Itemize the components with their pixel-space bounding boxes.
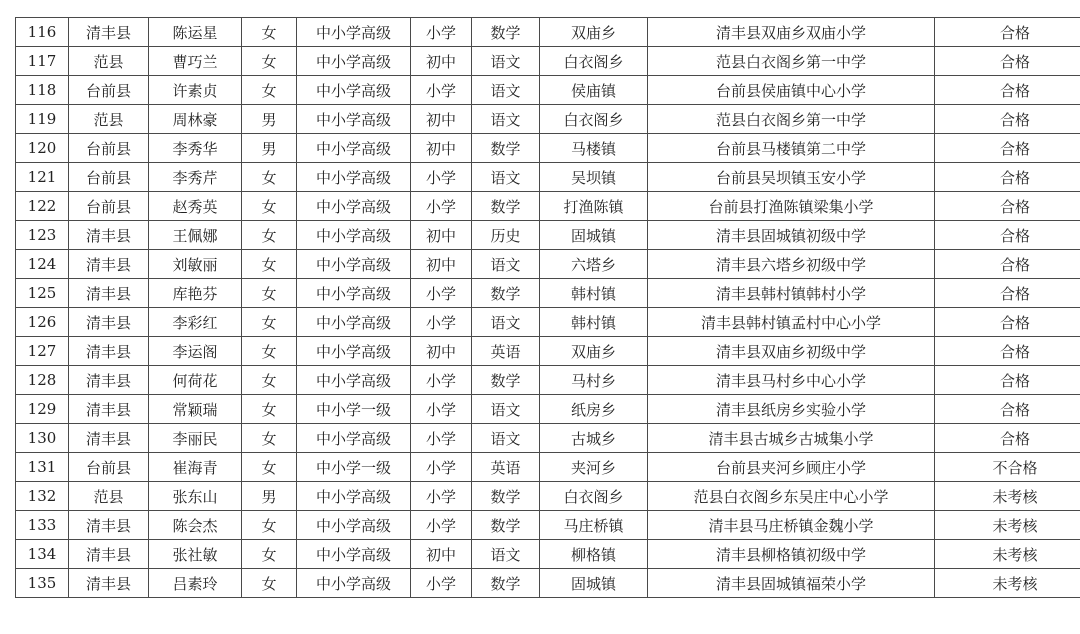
table-row (16, 105, 1080, 134)
school-cell: 清丰县韩村镇韩村小学 (648, 279, 935, 308)
name-cell: 库艳芬 (149, 279, 242, 308)
result-cell: 合格 (935, 163, 1080, 192)
county-cell: 清丰县 (69, 424, 149, 453)
title-cell: 中小学高级 (297, 105, 411, 134)
school-level-cell: 小学 (411, 511, 472, 540)
township-cell: 吴坝镇 (540, 163, 648, 192)
school-cell: 清丰县马村乡中心小学 (648, 366, 935, 395)
table-row (16, 192, 1080, 221)
county-cell: 台前县 (69, 163, 149, 192)
school-level-cell: 小学 (411, 424, 472, 453)
title-cell: 中小学高级 (297, 76, 411, 105)
township-cell: 马村乡 (540, 366, 648, 395)
gender-cell: 女 (242, 569, 297, 598)
table-row (16, 134, 1080, 163)
county-cell: 清丰县 (69, 569, 149, 598)
title-cell: 中小学高级 (297, 424, 411, 453)
name-cell: 吕素玲 (149, 569, 242, 598)
school-level-cell: 小学 (411, 482, 472, 511)
result-cell: 合格 (935, 337, 1080, 366)
name-cell: 李彩红 (149, 308, 242, 337)
school-level-cell: 小学 (411, 308, 472, 337)
county-cell: 台前县 (69, 76, 149, 105)
table-row (16, 76, 1080, 105)
county-cell: 清丰县 (69, 221, 149, 250)
table-row (16, 221, 1080, 250)
township-cell: 六塔乡 (540, 250, 648, 279)
subject-cell: 语文 (472, 250, 540, 279)
county-cell: 范县 (69, 105, 149, 134)
title-cell: 中小学高级 (297, 163, 411, 192)
table-row (16, 453, 1080, 482)
subject-cell: 数学 (472, 366, 540, 395)
township-cell: 白衣阁乡 (540, 47, 648, 76)
row-number-cell: 131 (16, 453, 69, 482)
table-row (16, 366, 1080, 395)
title-cell: 中小学高级 (297, 337, 411, 366)
table-row (16, 569, 1080, 598)
school-level-cell: 小学 (411, 569, 472, 598)
table-row (16, 482, 1080, 511)
row-number-cell: 120 (16, 134, 69, 163)
name-cell: 李丽民 (149, 424, 242, 453)
school-cell: 台前县打渔陈镇梁集小学 (648, 192, 935, 221)
township-cell: 打渔陈镇 (540, 192, 648, 221)
result-cell: 未考核 (935, 569, 1080, 598)
school-cell: 台前县夹河乡顾庄小学 (648, 453, 935, 482)
gender-cell: 女 (242, 47, 297, 76)
school-cell: 清丰县韩村镇孟村中心小学 (648, 308, 935, 337)
table-row (16, 47, 1080, 76)
gender-cell: 女 (242, 76, 297, 105)
township-cell: 柳格镇 (540, 540, 648, 569)
township-cell: 固城镇 (540, 569, 648, 598)
school-level-cell: 初中 (411, 540, 472, 569)
school-level-cell: 小学 (411, 192, 472, 221)
name-cell: 张社敏 (149, 540, 242, 569)
name-cell: 崔海青 (149, 453, 242, 482)
subject-cell: 数学 (472, 279, 540, 308)
county-cell: 台前县 (69, 192, 149, 221)
gender-cell: 女 (242, 221, 297, 250)
table-row (16, 250, 1080, 279)
township-cell: 韩村镇 (540, 279, 648, 308)
table-row (16, 540, 1080, 569)
table-row (16, 163, 1080, 192)
result-cell: 合格 (935, 424, 1080, 453)
table-row (16, 511, 1080, 540)
school-level-cell: 初中 (411, 250, 472, 279)
county-cell: 台前县 (69, 453, 149, 482)
subject-cell: 数学 (472, 569, 540, 598)
result-cell: 合格 (935, 18, 1080, 47)
subject-cell: 历史 (472, 221, 540, 250)
row-number-cell: 122 (16, 192, 69, 221)
school-cell: 清丰县古城乡古城集小学 (648, 424, 935, 453)
title-cell: 中小学高级 (297, 308, 411, 337)
table-row (16, 279, 1080, 308)
title-cell: 中小学高级 (297, 279, 411, 308)
result-cell: 合格 (935, 395, 1080, 424)
gender-cell: 女 (242, 540, 297, 569)
school-cell: 清丰县双庙乡双庙小学 (648, 18, 935, 47)
school-cell: 范县白衣阁乡东吴庄中心小学 (648, 482, 935, 511)
school-cell: 清丰县双庙乡初级中学 (648, 337, 935, 366)
table-row (16, 337, 1080, 366)
gender-cell: 男 (242, 482, 297, 511)
name-cell: 陈会杰 (149, 511, 242, 540)
result-cell: 未考核 (935, 540, 1080, 569)
subject-cell: 数学 (472, 192, 540, 221)
township-cell: 韩村镇 (540, 308, 648, 337)
gender-cell: 男 (242, 134, 297, 163)
name-cell: 赵秀英 (149, 192, 242, 221)
row-number-cell: 133 (16, 511, 69, 540)
county-cell: 清丰县 (69, 337, 149, 366)
township-cell: 白衣阁乡 (540, 105, 648, 134)
county-cell: 清丰县 (69, 18, 149, 47)
township-cell: 白衣阁乡 (540, 482, 648, 511)
township-cell: 马庄桥镇 (540, 511, 648, 540)
gender-cell: 女 (242, 337, 297, 366)
title-cell: 中小学高级 (297, 366, 411, 395)
title-cell: 中小学高级 (297, 192, 411, 221)
school-level-cell: 初中 (411, 337, 472, 366)
name-cell: 陈运星 (149, 18, 242, 47)
county-cell: 清丰县 (69, 250, 149, 279)
county-cell: 台前县 (69, 134, 149, 163)
name-cell: 李运阁 (149, 337, 242, 366)
township-cell: 夹河乡 (540, 453, 648, 482)
title-cell: 中小学高级 (297, 134, 411, 163)
result-cell: 不合格 (935, 453, 1080, 482)
row-number-cell: 118 (16, 76, 69, 105)
subject-cell: 英语 (472, 337, 540, 366)
name-cell: 李秀芹 (149, 163, 242, 192)
school-cell: 清丰县固城镇初级中学 (648, 221, 935, 250)
school-cell: 台前县侯庙镇中心小学 (648, 76, 935, 105)
school-level-cell: 小学 (411, 395, 472, 424)
county-cell: 清丰县 (69, 308, 149, 337)
school-level-cell: 小学 (411, 453, 472, 482)
gender-cell: 女 (242, 424, 297, 453)
township-cell: 纸房乡 (540, 395, 648, 424)
result-cell: 合格 (935, 366, 1080, 395)
title-cell: 中小学一级 (297, 395, 411, 424)
row-number-cell: 116 (16, 18, 69, 47)
title-cell: 中小学高级 (297, 569, 411, 598)
name-cell: 王佩娜 (149, 221, 242, 250)
school-level-cell: 初中 (411, 221, 472, 250)
township-cell: 固城镇 (540, 221, 648, 250)
title-cell: 中小学高级 (297, 47, 411, 76)
school-level-cell: 小学 (411, 18, 472, 47)
row-number-cell: 129 (16, 395, 69, 424)
subject-cell: 语文 (472, 105, 540, 134)
gender-cell: 女 (242, 308, 297, 337)
county-cell: 清丰县 (69, 279, 149, 308)
row-number-cell: 128 (16, 366, 69, 395)
row-number-cell: 134 (16, 540, 69, 569)
name-cell: 曹巧兰 (149, 47, 242, 76)
name-cell: 何荷花 (149, 366, 242, 395)
row-number-cell: 119 (16, 105, 69, 134)
gender-cell: 女 (242, 18, 297, 47)
row-number-cell: 123 (16, 221, 69, 250)
row-number-cell: 121 (16, 163, 69, 192)
gender-cell: 女 (242, 163, 297, 192)
school-level-cell: 初中 (411, 105, 472, 134)
row-number-cell: 132 (16, 482, 69, 511)
row-number-cell: 135 (16, 569, 69, 598)
result-cell: 合格 (935, 308, 1080, 337)
result-cell: 合格 (935, 76, 1080, 105)
subject-cell: 语文 (472, 540, 540, 569)
title-cell: 中小学高级 (297, 540, 411, 569)
result-cell: 合格 (935, 221, 1080, 250)
subject-cell: 语文 (472, 47, 540, 76)
school-cell: 台前县吴坝镇玉安小学 (648, 163, 935, 192)
school-level-cell: 小学 (411, 163, 472, 192)
subject-cell: 语文 (472, 395, 540, 424)
county-cell: 范县 (69, 47, 149, 76)
table-row (16, 395, 1080, 424)
county-cell: 清丰县 (69, 540, 149, 569)
subject-cell: 语文 (472, 76, 540, 105)
school-level-cell: 小学 (411, 76, 472, 105)
result-cell: 合格 (935, 192, 1080, 221)
county-cell: 清丰县 (69, 366, 149, 395)
gender-cell: 女 (242, 279, 297, 308)
gender-cell: 女 (242, 366, 297, 395)
title-cell: 中小学高级 (297, 250, 411, 279)
name-cell: 张东山 (149, 482, 242, 511)
gender-cell: 女 (242, 192, 297, 221)
result-cell: 合格 (935, 134, 1080, 163)
township-cell: 马楼镇 (540, 134, 648, 163)
title-cell: 中小学高级 (297, 482, 411, 511)
subject-cell: 语文 (472, 424, 540, 453)
table-body (16, 18, 1080, 598)
school-cell: 清丰县柳格镇初级中学 (648, 540, 935, 569)
gender-cell: 男 (242, 105, 297, 134)
county-cell: 清丰县 (69, 511, 149, 540)
subject-cell: 数学 (472, 482, 540, 511)
name-cell: 刘敏丽 (149, 250, 242, 279)
row-number-cell: 124 (16, 250, 69, 279)
name-cell: 许素贞 (149, 76, 242, 105)
gender-cell: 女 (242, 511, 297, 540)
school-cell: 台前县马楼镇第二中学 (648, 134, 935, 163)
township-cell: 双庙乡 (540, 18, 648, 47)
table-row (16, 308, 1080, 337)
school-level-cell: 小学 (411, 279, 472, 308)
result-cell: 合格 (935, 105, 1080, 134)
gender-cell: 女 (242, 395, 297, 424)
title-cell: 中小学一级 (297, 453, 411, 482)
subject-cell: 数学 (472, 18, 540, 47)
title-cell: 中小学高级 (297, 511, 411, 540)
name-cell: 常颖瑞 (149, 395, 242, 424)
school-cell: 清丰县纸房乡实验小学 (648, 395, 935, 424)
result-cell: 合格 (935, 47, 1080, 76)
school-level-cell: 初中 (411, 47, 472, 76)
subject-cell: 英语 (472, 453, 540, 482)
name-cell: 李秀华 (149, 134, 242, 163)
results-table (15, 17, 1080, 598)
table-row (16, 424, 1080, 453)
row-number-cell: 127 (16, 337, 69, 366)
name-cell: 周林豪 (149, 105, 242, 134)
result-cell: 未考核 (935, 511, 1080, 540)
school-cell: 清丰县六塔乡初级中学 (648, 250, 935, 279)
result-cell: 合格 (935, 250, 1080, 279)
township-cell: 双庙乡 (540, 337, 648, 366)
school-cell: 清丰县马庄桥镇金魏小学 (648, 511, 935, 540)
row-number-cell: 130 (16, 424, 69, 453)
subject-cell: 数学 (472, 134, 540, 163)
county-cell: 范县 (69, 482, 149, 511)
school-cell: 清丰县固城镇福荣小学 (648, 569, 935, 598)
row-number-cell: 117 (16, 47, 69, 76)
result-cell: 未考核 (935, 482, 1080, 511)
county-cell: 清丰县 (69, 395, 149, 424)
result-cell: 合格 (935, 279, 1080, 308)
school-level-cell: 小学 (411, 366, 472, 395)
gender-cell: 女 (242, 250, 297, 279)
school-cell: 范县白衣阁乡第一中学 (648, 105, 935, 134)
title-cell: 中小学高级 (297, 221, 411, 250)
subject-cell: 数学 (472, 511, 540, 540)
township-cell: 侯庙镇 (540, 76, 648, 105)
subject-cell: 语文 (472, 308, 540, 337)
row-number-cell: 125 (16, 279, 69, 308)
school-cell: 范县白衣阁乡第一中学 (648, 47, 935, 76)
gender-cell: 女 (242, 453, 297, 482)
table-row (16, 18, 1080, 47)
township-cell: 古城乡 (540, 424, 648, 453)
subject-cell: 语文 (472, 163, 540, 192)
title-cell: 中小学高级 (297, 18, 411, 47)
row-number-cell: 126 (16, 308, 69, 337)
school-level-cell: 初中 (411, 134, 472, 163)
